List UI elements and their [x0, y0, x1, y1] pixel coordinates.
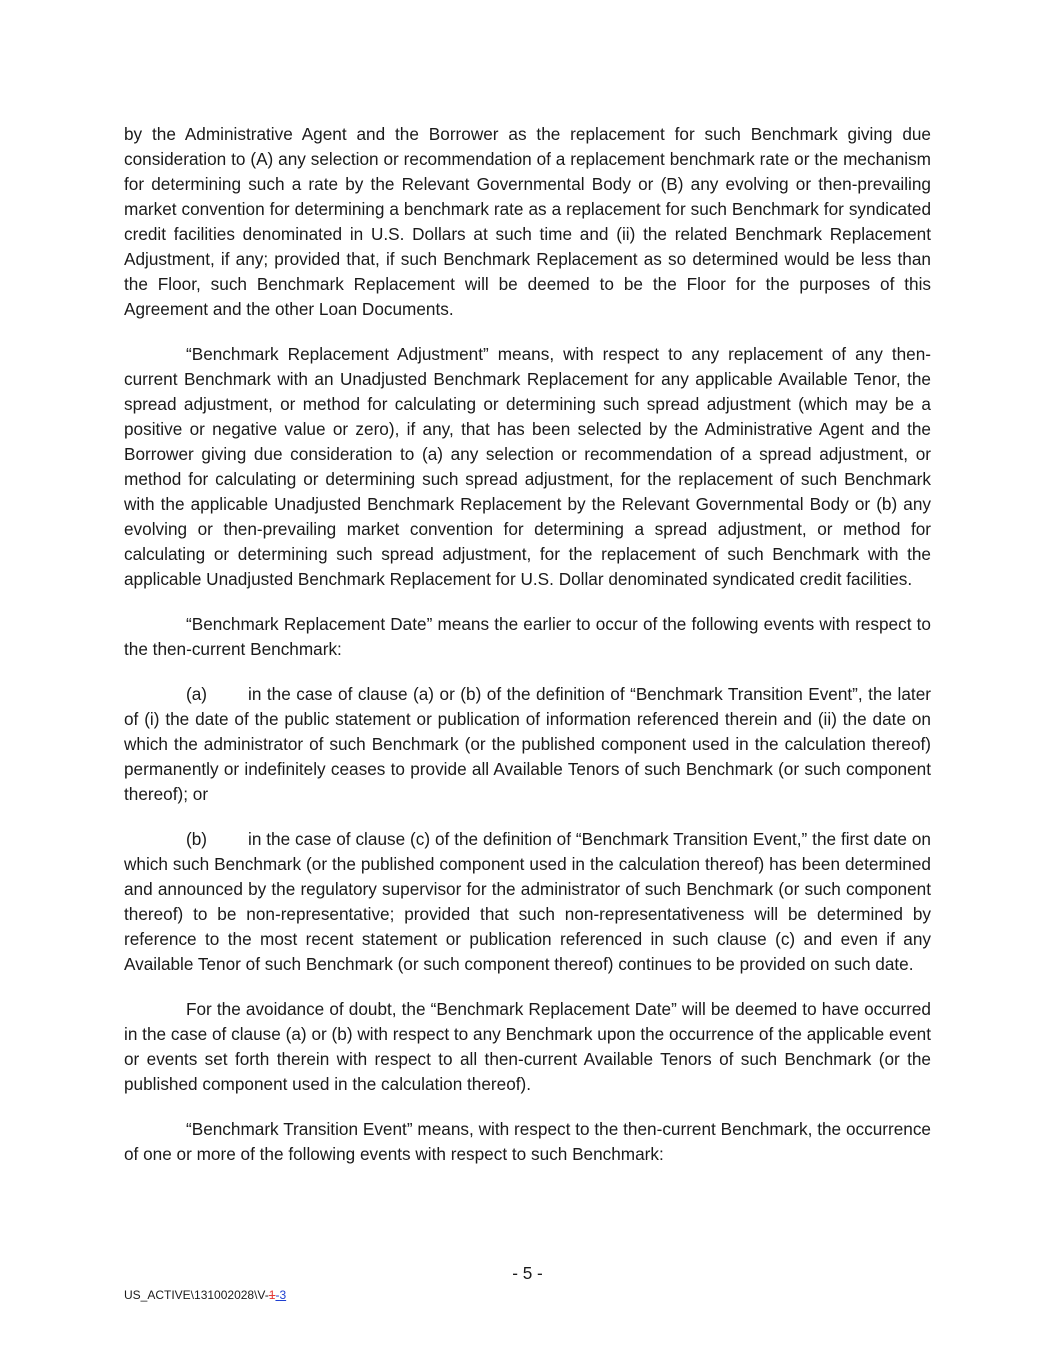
document-id-prefix: US_ACTIVE\131002028\V- [124, 1288, 269, 1302]
clause-b-label: (b) [186, 829, 208, 849]
document-id-deleted-version: 1 [268, 1288, 276, 1302]
page-number: - 5 - [512, 1263, 543, 1283]
paragraph-benchmark-transition-event: “Benchmark Transition Event” means, with respect to the then-current Benchmark, the occurrence of one or more of the following events with respect to such Benchmark: [124, 1119, 931, 1164]
document-id-inserted-version: 3 [279, 1288, 287, 1302]
document-id [124, 1288, 286, 1302]
paragraph-benchmark-replacement-adjustment: “Benchmark Replacement Adjustment” means, with respect to any replacement of any then-current Benchmark with an Unadjusted Benchmark Replacement for any applicable Available Tenor, the spread adjustment, or method for calculating or determining such spread adjustment (which may be a positive or negative value or zero), if any, that has been selected by the Administrative Agent and the Borrower giving due consideration to (a) any selection or recommendation of a spread adjustment, or method for calculating or determining such spread adjustment, for the replacement of such Benchmark with the applicable Unadjusted Benchmark Replacement by the Relevant Governmental Body or (b) any evolving or then-prevailing market convention for determining a spread adjustment, or method for calculating or determining such spread adjustment, for the replacement of such Benchmark with the applicable Unadjusted Benchmark Replacement for U.S. Dollar denominated syndicated credit facilities. [124, 344, 931, 589]
document-body [124, 122, 931, 1187]
paragraph-benchmark-replacement-date: “Benchmark Replacement Date” means the earlier to occur of the following events with respect to the then-current Benchmark: [124, 614, 931, 659]
paragraph-avoidance-of-doubt: For the avoidance of doubt, the “Benchmark Replacement Date” will be deemed to have occurred in the case of clause (a) or (b) with respect to any Benchmark upon the occurrence of the applicable event or events set forth therein with respect to all then-current Available Tenors of such Benchmark (or the published component used in the calculation thereof). [124, 999, 931, 1094]
clause-a-text: in the case of clause (a) or (b) of the definition of “Benchmark Transition Event”, the later of (i) the date of the public statement or publication of information referenced therein and (ii) the date on which the administrator of such Benchmark (or the published component used in the calculation thereof) permanently or indefinitely ceases to provide all Available Tenors of such Benchmark (or such component thereof); or [124, 684, 931, 804]
document-id-separator: - [275, 1288, 280, 1302]
clause-b [124, 827, 931, 977]
paragraph-continuation: by the Administrative Agent and the Borrower as the replacement for such Benchmark giving due consideration to (A) any selection or recommendation of a replacement benchmark rate or the mechanism for determining such a rate by the Relevant Governmental Body or (B) any evolving or then-prevailing market convention for determining a benchmark rate as a replacement for such Benchmark for syndicated credit facilities denominated in U.S. Dollars at such time and (ii) the related Benchmark Replacement Adjustment, if any; provided that, if such Benchmark Replacement as so determined would be less than the Floor, such Benchmark Replacement will be deemed to be the Floor for the purposes of this Agreement and the other Loan Documents. [124, 124, 931, 319]
clause-b-text: in the case of clause (c) of the definition of “Benchmark Transition Event,” the first date on which such Benchmark (or the published component used in the calculation thereof) has been determined and announced by the regulatory supervisor for the administrator of such Benchmark (or such component thereof) to be non-representative; provided that such non-representativeness will be determined by reference to the most recent statement or publication referenced in such clause (c) and even if any Available Tenor of such Benchmark (or such component thereof) continues to be provided on such date. [124, 829, 931, 974]
clause-a-label: (a) [186, 684, 208, 704]
clause-a [124, 682, 931, 807]
